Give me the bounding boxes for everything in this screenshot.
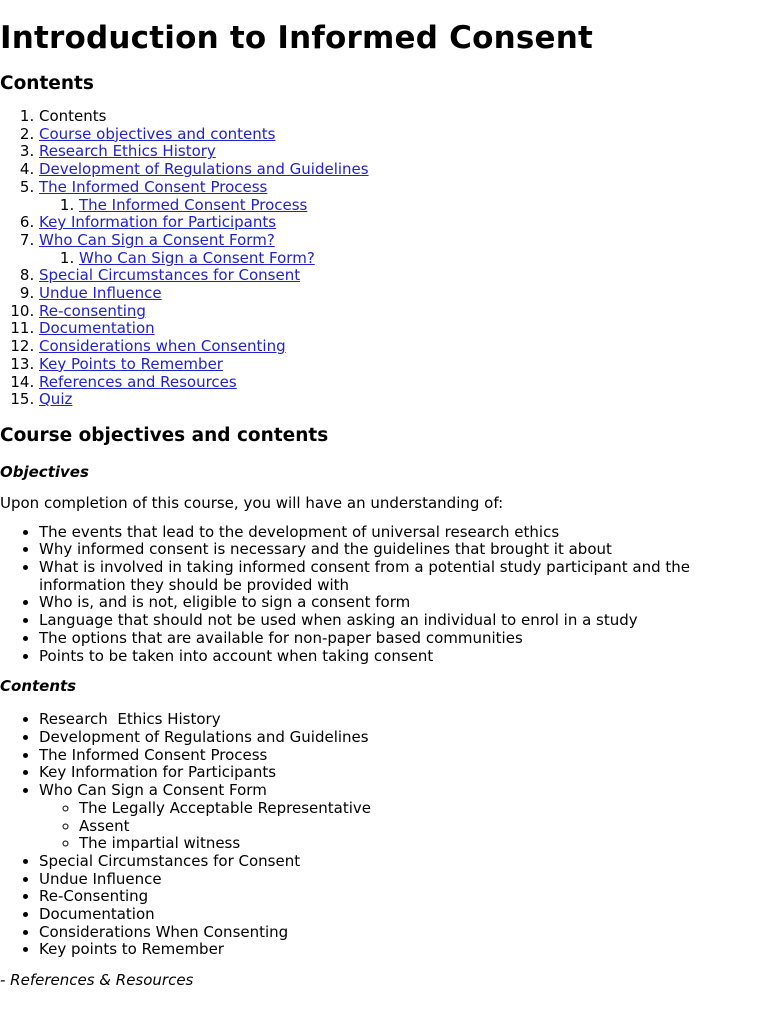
list-item <box>39 888 768 906</box>
list-item-label: Who Can Sign a Consent Form <box>39 781 267 800</box>
list-item: • What is involved in taking informed consent from a potential study participant and the information they should be provided with <box>39 559 768 594</box>
toc-item-label: Contents <box>39 107 107 125</box>
objectives-intro: Upon completion of this course, you will have an understanding of: <box>0 493 504 512</box>
list-item <box>39 871 768 889</box>
toc-item <box>39 391 768 409</box>
contents-subheading: Contents <box>0 677 77 696</box>
list-item <box>39 711 768 729</box>
toc-item <box>39 320 768 338</box>
list-item: • Points to be taken into account when taking consent <box>39 648 768 666</box>
toc-sublist <box>39 250 768 268</box>
list-item <box>39 924 768 942</box>
toc-link-documentation[interactable]: Documentation <box>39 319 155 338</box>
list-subitem: ◦ The impartial witness <box>79 835 768 853</box>
list-item <box>39 747 768 765</box>
toc-sublink-informed-consent-process[interactable]: The Informed Consent Process <box>79 195 308 214</box>
toc-link-key-information[interactable]: Key Information for Participants <box>39 213 277 232</box>
list-item-label: Key points to Remember <box>39 940 224 959</box>
toc-item <box>39 179 768 214</box>
toc-item <box>39 232 768 267</box>
toc-link-considerations[interactable]: Considerations when Consenting <box>39 337 286 356</box>
toc-item <box>39 338 768 356</box>
list-item <box>39 764 768 782</box>
list-item-label: Documentation <box>39 905 155 924</box>
list-item <box>39 782 768 853</box>
list-item: • Who is, and is not, eligible to sign a consent form <box>39 594 768 612</box>
list-item: • Why informed consent is necessary and the guidelines that brought it about <box>39 541 768 559</box>
list-subitem: ◦ The Legally Acceptable Representative <box>79 800 768 818</box>
toc-item <box>39 303 768 321</box>
toc-link-undue-influence[interactable]: Undue Influence <box>39 284 162 303</box>
list-subitem: ◦ Assent <box>79 818 768 836</box>
page-title: Introduction to Informed Consent <box>0 20 594 56</box>
toc-link-who-can-sign[interactable]: Who Can Sign a Consent Form? <box>39 230 275 249</box>
toc-item <box>39 374 768 392</box>
toc-item <box>39 356 768 374</box>
toc-link-development-of-regulations[interactable]: Development of Regulations and Guidelines <box>39 160 369 179</box>
list-item-label: Undue Influence <box>39 869 162 888</box>
list-item-label: The Informed Consent Process <box>39 745 268 764</box>
list-item-label: Development of Regulations and Guidelines <box>39 727 369 746</box>
toc-sublink-who-can-sign[interactable]: Who Can Sign a Consent Form? <box>79 248 315 267</box>
list-item: • Language that should not be used when asking an individual to enrol in a study <box>39 612 768 630</box>
toc-link-key-points[interactable]: Key Points to Remember <box>39 354 223 373</box>
objectives-heading: Objectives <box>0 462 89 481</box>
contents-sublist <box>39 800 768 853</box>
list-item: • The options that are available for non-paper based communities <box>39 630 768 648</box>
toc-link-re-consenting[interactable]: Re-consenting <box>39 301 146 320</box>
toc-link-informed-consent-process[interactable]: The Informed Consent Process <box>39 177 268 196</box>
toc-item <box>39 285 768 303</box>
toc-item <box>39 267 768 285</box>
toc-subitem <box>79 197 768 215</box>
contents-list <box>0 711 768 959</box>
toc-link-references[interactable]: References and Resources <box>39 372 237 391</box>
list-item-label: Research Ethics History <box>39 710 221 729</box>
table-of-contents <box>0 108 768 409</box>
list-item-label: Considerations When Consenting <box>39 922 289 941</box>
list-item <box>39 941 768 959</box>
toc-item <box>39 161 768 179</box>
toc-link-special-circumstances[interactable]: Special Circumstances for Consent <box>39 266 301 285</box>
list-item <box>39 906 768 924</box>
toc-heading: Contents <box>0 73 94 94</box>
toc-item <box>39 143 768 161</box>
objectives-list <box>0 524 768 666</box>
toc-item <box>39 108 768 126</box>
list-item-label: Re-Consenting <box>39 887 149 906</box>
toc-item <box>39 214 768 232</box>
section-heading: Course objectives and contents <box>0 424 329 446</box>
toc-link-quiz[interactable]: Quiz <box>39 390 73 409</box>
toc-subitem <box>79 250 768 268</box>
toc-sublist <box>39 197 768 215</box>
toc-item <box>39 126 768 144</box>
references-line: - References & Resources <box>0 971 194 990</box>
list-item-label: Special Circumstances for Consent <box>39 851 301 870</box>
list-item: • The events that lead to the development of universal research ethics <box>39 524 768 542</box>
toc-link-course-objectives[interactable]: Course objectives and contents <box>39 124 276 143</box>
list-item-label: Key Information for Participants <box>39 763 277 782</box>
toc-link-research-ethics-history[interactable]: Research Ethics History <box>39 142 216 161</box>
list-item <box>39 729 768 747</box>
list-item <box>39 853 768 871</box>
